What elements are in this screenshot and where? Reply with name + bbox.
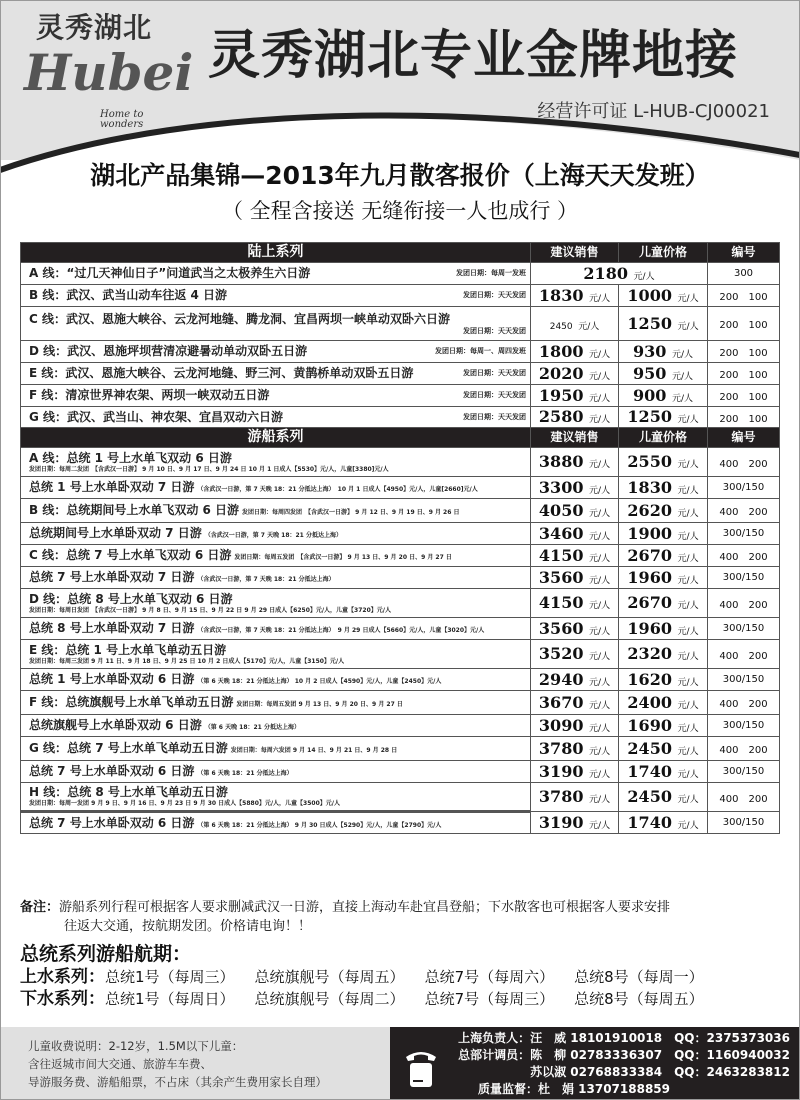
cell-text: 1250 bbox=[627, 407, 672, 427]
price bbox=[531, 640, 619, 669]
table-row bbox=[21, 499, 780, 523]
cell-text: 元/人 bbox=[677, 626, 699, 637]
cell-text: 3460 bbox=[538, 523, 584, 543]
cell-text: 元/人 bbox=[677, 746, 699, 757]
downstream-label: 下水系列： bbox=[20, 989, 105, 1009]
price bbox=[531, 448, 619, 477]
col-price: 建议销售 bbox=[531, 428, 619, 448]
table-row bbox=[21, 783, 780, 812]
cell-text: 元/人 bbox=[677, 531, 699, 542]
table-row bbox=[21, 567, 780, 589]
cell-text: 元/人 bbox=[677, 508, 699, 519]
cell-text: 2940 bbox=[538, 669, 584, 689]
route-name bbox=[21, 640, 531, 669]
table-row bbox=[21, 448, 780, 477]
schedule-item: 总统7号（每周六） bbox=[424, 968, 555, 986]
telephone-icon bbox=[404, 1047, 438, 1089]
code: 400 200 bbox=[708, 545, 780, 567]
logo-tagline: Home to wonders bbox=[100, 109, 144, 130]
cell-text: 2450 bbox=[627, 787, 672, 807]
price bbox=[531, 812, 619, 834]
cell-text: 元/人 bbox=[589, 626, 611, 637]
cell-text: 2450 bbox=[549, 321, 573, 332]
cell-text: 3190 bbox=[538, 812, 584, 832]
code: 200 100 bbox=[708, 307, 780, 341]
cell-text: H 线：总统 8 号上水单飞单动五日游 bbox=[29, 785, 228, 800]
code: 400 200 bbox=[708, 589, 780, 618]
page-title: 湖北产品集锦—2013年九月散客报价（上海天天发班） bbox=[90, 161, 710, 190]
price bbox=[531, 285, 619, 307]
price bbox=[531, 669, 619, 691]
schedule-item: 总统8号（每周五） bbox=[574, 990, 704, 1008]
cell-text: 元/人 bbox=[677, 485, 699, 496]
route-name bbox=[21, 385, 531, 407]
cell-text: 2020 bbox=[538, 363, 584, 383]
cell-text: 2180 bbox=[583, 263, 628, 283]
table-row bbox=[21, 385, 780, 407]
cell-text: 3300 bbox=[538, 477, 584, 497]
cell-text: 元/人 bbox=[589, 553, 611, 564]
table-row bbox=[21, 715, 780, 737]
contact-line: 上海负责人：汪 威 18101910018 QQ：2375373036 bbox=[458, 1031, 790, 1045]
route-note: （第 6 天晚 18：21 分抵达上海） 9 月 30 日成人【5290】元/人，儿童【2790】元/人 bbox=[197, 821, 442, 829]
route-name bbox=[21, 363, 531, 385]
cell-text: 1620 bbox=[627, 669, 672, 689]
child-price bbox=[619, 477, 708, 499]
cell-text: 元/人 bbox=[671, 349, 694, 360]
logo-en: Hubei bbox=[24, 43, 194, 102]
route-name bbox=[21, 589, 531, 618]
route-name bbox=[21, 448, 531, 477]
child-price bbox=[619, 812, 708, 834]
table-row bbox=[21, 363, 780, 385]
price bbox=[531, 691, 619, 715]
table-row bbox=[21, 691, 780, 715]
section-title: 陆上系列 bbox=[21, 243, 531, 263]
table-row bbox=[21, 285, 780, 307]
route-note: 发团日期：每周六发团 9 月 14 日、9 月 21 日、9 月 28 日 bbox=[230, 747, 398, 754]
price bbox=[531, 567, 619, 589]
departure-date: 发团日期：每周一、周四发班 bbox=[435, 347, 526, 355]
code: 200 100 bbox=[708, 385, 780, 407]
schedule-item: 总统旗舰号（每周二） bbox=[254, 990, 405, 1008]
price bbox=[531, 618, 619, 640]
col-code: 编号 bbox=[708, 243, 780, 263]
cell-text: 总统 7 号上水单卧双动 6 日游 bbox=[29, 764, 195, 778]
contact-line: 苏以淑 02768833384 QQ：2463283812 bbox=[530, 1065, 790, 1079]
code: 300/150 bbox=[708, 669, 780, 691]
cell-text: 3560 bbox=[538, 618, 584, 638]
child-price bbox=[619, 545, 708, 567]
table-row bbox=[21, 341, 780, 363]
code: 200 100 bbox=[708, 407, 780, 428]
route-note: （第 6 天晚 18：21 分抵达上海） bbox=[197, 770, 293, 777]
cell-text: A 线：“过几天神仙日子”问道武当之太极养生六日游 bbox=[29, 266, 311, 280]
route-name bbox=[21, 618, 531, 640]
route-note: （含武汉一日游，第 7 天晚 18：21 分抵达上海） 9 月 29 日成人【5660】元/人，儿童【3020】元/人 bbox=[197, 627, 485, 634]
cell-text: 1740 bbox=[627, 761, 672, 781]
cell-text: D 线：总统 8 号上水单飞双动 6 日游 bbox=[29, 591, 233, 606]
cell-text: 元/人 bbox=[589, 700, 611, 711]
cell-text: 总统 7 号上水单卧双动 7 日游 bbox=[29, 570, 195, 584]
header-banner bbox=[0, 0, 800, 160]
cell-text: 2670 bbox=[627, 545, 672, 565]
code: 400 200 bbox=[708, 640, 780, 669]
cell-text: 元/人 bbox=[671, 393, 694, 404]
child-price bbox=[619, 567, 708, 589]
cell-text: 总统期间号上水单卧双动 7 日游 bbox=[29, 526, 202, 540]
code: 300/150 bbox=[708, 618, 780, 640]
departure-date: 发团日期：每周一发班 bbox=[456, 269, 526, 277]
code: 400 200 bbox=[708, 783, 780, 812]
child-price bbox=[619, 761, 708, 783]
cell-text: C 线：总统 7 号上水单飞双动 6 日游 bbox=[29, 548, 232, 562]
price bbox=[531, 761, 619, 783]
cell-text: 元/人 bbox=[589, 795, 611, 806]
child-price bbox=[619, 589, 708, 618]
price bbox=[531, 545, 619, 567]
brand-title: 灵秀湖北专业金牌地接 bbox=[208, 26, 739, 86]
schedule-item: 总统7号（每周三） bbox=[424, 990, 555, 1008]
table-row bbox=[21, 477, 780, 499]
price-table bbox=[20, 242, 780, 834]
cell-text: 元/人 bbox=[633, 271, 655, 282]
contact-panel bbox=[390, 1027, 800, 1100]
cell-text: A 线：总统 1 号上水单飞双动 6 日游 bbox=[29, 450, 232, 465]
cell-text: 元/人 bbox=[677, 575, 699, 586]
cell-text: 3560 bbox=[538, 567, 584, 587]
cell-text: 元/人 bbox=[677, 601, 699, 612]
table-row bbox=[21, 737, 780, 761]
cell-text: 元/人 bbox=[677, 321, 699, 332]
lower-section bbox=[20, 898, 780, 1010]
child-price bbox=[619, 341, 708, 363]
cell-text: 3780 bbox=[538, 787, 584, 807]
cell-text: 3670 bbox=[538, 692, 584, 712]
cell-text: 950 bbox=[632, 363, 667, 383]
route-name bbox=[21, 307, 531, 341]
cell-text: 1830 bbox=[538, 285, 584, 305]
child-price bbox=[619, 307, 708, 341]
cell-text: 2580 bbox=[538, 407, 584, 427]
child-price bbox=[619, 499, 708, 523]
code: 400 200 bbox=[708, 691, 780, 715]
price bbox=[531, 307, 619, 341]
cell-text: 元/人 bbox=[677, 415, 699, 426]
cell-text: 2620 bbox=[627, 500, 672, 520]
cell-text: 元/人 bbox=[589, 415, 611, 426]
route-name bbox=[21, 812, 531, 834]
cell-text: E 线：总统 1 号上水单飞单动五日游 bbox=[29, 642, 227, 657]
route-note: 发团日期：每周二发团 【含武汉一日游】 9 月 10 日、9 月 17 日、9 月 24 日 10 月 1 日成人【5530】元/人，儿童[3380]元/人 bbox=[29, 465, 389, 473]
cell-text: 元/人 bbox=[589, 485, 611, 496]
route-note: （含武汉一日游，第 7 天晚 18：21 分抵达上海） bbox=[197, 576, 335, 583]
cell-text: 1000 bbox=[627, 285, 672, 305]
table-row bbox=[21, 523, 780, 545]
cell-text: 元/人 bbox=[677, 677, 699, 688]
route-name bbox=[21, 499, 531, 523]
cell-text: 元/人 bbox=[677, 769, 699, 780]
remarks bbox=[20, 898, 780, 936]
table-row bbox=[21, 589, 780, 618]
code: 300/150 bbox=[708, 523, 780, 545]
departure-date: 发团日期：天天发团 bbox=[463, 412, 526, 421]
note-line: 导游服务费、游船船票，不占床（其余产生费用家长自理） bbox=[28, 1075, 327, 1089]
price bbox=[531, 737, 619, 761]
cell-text: 元/人 bbox=[677, 652, 699, 663]
code: 300 bbox=[708, 263, 780, 285]
cell-text: 1950 bbox=[538, 385, 584, 405]
code: 300/150 bbox=[708, 567, 780, 589]
cell-text: G 线：总统 7 号上水单飞单动五日游 bbox=[29, 741, 228, 755]
table-row bbox=[21, 669, 780, 691]
cell-text: 元/人 bbox=[677, 553, 699, 564]
child-price bbox=[619, 448, 708, 477]
table-row bbox=[21, 307, 780, 341]
license-number: 经营许可证 L-HUB-CJ00021 bbox=[537, 101, 770, 122]
cell-text: 2670 bbox=[627, 593, 672, 613]
route-name bbox=[21, 263, 531, 285]
cell-text: 4150 bbox=[538, 593, 584, 613]
cell-text: F 线：总统旗舰号上水单飞单动五日游 bbox=[29, 695, 234, 709]
child-price bbox=[619, 363, 708, 385]
code: 200 100 bbox=[708, 285, 780, 307]
price bbox=[531, 477, 619, 499]
child-price bbox=[619, 691, 708, 715]
route-note: （第 6 天晚 18：21 分抵达上海） 10 月 2 日成人【4590】元/人，儿童【2450】元/人 bbox=[197, 678, 442, 685]
departure-date: 发团日期：天天发团 bbox=[463, 369, 526, 377]
remarks-label: 备注： bbox=[20, 900, 60, 915]
route-name bbox=[21, 285, 531, 307]
cell-text: 元/人 bbox=[677, 820, 699, 831]
price bbox=[531, 341, 619, 363]
price bbox=[531, 523, 619, 545]
table-row bbox=[21, 263, 780, 285]
logo-cn: 灵秀湖北 bbox=[36, 11, 153, 44]
child-price bbox=[619, 285, 708, 307]
cell-text: 元/人 bbox=[589, 677, 611, 688]
cell-text: 3090 bbox=[538, 715, 584, 735]
child-price bbox=[619, 737, 708, 761]
upstream-label: 上水系列： bbox=[20, 967, 105, 987]
cell-text: 元/人 bbox=[589, 393, 611, 404]
route-note: 发团日期：每周一发团 9 月 9 日、9 月 16 日、9 月 23 日 9 月 30 日成人【5880】元/人，儿童【3500】元/人 bbox=[29, 800, 340, 808]
code: 300/150 bbox=[708, 715, 780, 737]
cell-text: 元/人 bbox=[677, 700, 699, 711]
cell-text: 930 bbox=[632, 341, 667, 361]
cell-text: B 线：武汉、武当山动车往返 4 日游 bbox=[29, 288, 228, 302]
route-name bbox=[21, 341, 531, 363]
route-note: （第 6 天晚 18：21 分抵达上海） bbox=[204, 724, 300, 731]
cell-text: 元/人 bbox=[589, 723, 611, 734]
page-subtitle: （ 全程含接送 无缝衔接一人也成行 ） bbox=[221, 199, 579, 223]
cell-text: 1960 bbox=[627, 618, 672, 638]
contact-line: 质量监督：杜 娟 13707188859 bbox=[477, 1082, 670, 1096]
section-header bbox=[21, 243, 780, 263]
cell-text: 总统旗舰号上水单卧双动 6 日游 bbox=[29, 718, 202, 732]
child-price bbox=[619, 618, 708, 640]
cell-text: 1800 bbox=[538, 341, 584, 361]
cell-text: 总统 8 号上水单卧双动 7 日游 bbox=[29, 621, 195, 635]
price bbox=[531, 783, 619, 812]
cell-text: C 线：武汉、恩施大峡谷、云龙河地缝、腾龙洞、宜昌两坝一峡单动双卧六日游 bbox=[29, 311, 450, 326]
cell-text: 1740 bbox=[627, 812, 672, 832]
cell-text: 3780 bbox=[538, 738, 584, 758]
cell-text: E 线：武汉、恩施大峡谷、云龙河地缝、野三河、黄鹊桥单动双卧五日游 bbox=[29, 366, 414, 380]
table-row bbox=[21, 761, 780, 783]
table-row bbox=[21, 618, 780, 640]
cell-text: 总统 1 号上水单卧双动 6 日游 bbox=[29, 672, 195, 686]
schedule-item: 总统1号（每周三） bbox=[105, 968, 235, 986]
route-note: 发团日期：每周日发团 【含武汉一日游】 9 月 8 日、9 月 15 日、9 月 22 日 9 月 29 日成人【6250】元/人，儿童【3720】元/人 bbox=[29, 606, 391, 614]
col-code: 编号 bbox=[708, 428, 780, 448]
schedule-title: 总统系列游船航期： bbox=[20, 943, 192, 965]
note-line: 儿童收费说明：2-12岁，1.5M以下儿童： bbox=[28, 1039, 244, 1053]
children-fee-note bbox=[0, 1027, 390, 1100]
child-price bbox=[619, 523, 708, 545]
cell-text: 总统 1 号上水单卧双动 7 日游 bbox=[29, 480, 195, 494]
hubei-logo bbox=[14, 11, 194, 130]
cell-text: 3880 bbox=[538, 452, 584, 472]
cell-text: 元/人 bbox=[677, 723, 699, 734]
cell-text: 1830 bbox=[627, 477, 672, 497]
route-note: （含武汉一日游，第 7 天晚 18：21 分抵达上海） bbox=[204, 532, 342, 539]
code: 400 200 bbox=[708, 499, 780, 523]
cell-text: 2320 bbox=[627, 644, 672, 664]
price bbox=[531, 715, 619, 737]
route-name bbox=[21, 783, 531, 812]
section-title: 游船系列 bbox=[21, 428, 531, 448]
cell-text: 1250 bbox=[627, 313, 672, 333]
col-child: 儿童价格 bbox=[619, 428, 708, 448]
route-name bbox=[21, 523, 531, 545]
route-note: 发团日期：每周五发团 9 月 13 日、9 月 20 日、9 月 27 日 bbox=[236, 701, 403, 708]
cell-text: 元/人 bbox=[677, 293, 699, 304]
cell-text: 2550 bbox=[627, 452, 672, 472]
section-header bbox=[21, 428, 780, 448]
note-line: 含往返城市间大交通、旅游车车费、 bbox=[28, 1057, 212, 1071]
route-note: （含武汉一日游，第 7 天晚 18：21 分抵达上海） 10 月 1 日成人【4950】元/人，儿童[2660]元/人 bbox=[197, 486, 478, 493]
upstream-schedule bbox=[20, 966, 780, 988]
remarks-line1: 游船系列行程可根据客人要求删减武汉一日游，直接上海动车赴宜昌登船；下水散客也可根据客人要求安排 bbox=[59, 900, 671, 915]
price bbox=[531, 363, 619, 385]
price bbox=[531, 589, 619, 618]
contact-line: 总部计调员：陈 柳 02783336307 QQ：1160940032 bbox=[458, 1048, 790, 1062]
cell-text: 元/人 bbox=[589, 575, 611, 586]
cell-text: 3190 bbox=[538, 761, 584, 781]
cell-text: 1960 bbox=[627, 567, 672, 587]
schedule-item: 总统旗舰号（每周五） bbox=[254, 968, 405, 986]
downstream-schedule bbox=[20, 988, 780, 1010]
col-price: 建议销售 bbox=[531, 243, 619, 263]
route-note: 发团日期：每周四发团 【含武汉一日游】 9 月 12 日、9 月 19 日、9 月 26 日 bbox=[242, 509, 460, 516]
child-price bbox=[619, 783, 708, 812]
child-price bbox=[619, 715, 708, 737]
child-price bbox=[619, 640, 708, 669]
route-name bbox=[21, 761, 531, 783]
route-name bbox=[21, 715, 531, 737]
child-price bbox=[619, 385, 708, 407]
route-name bbox=[21, 737, 531, 761]
code: 200 100 bbox=[708, 363, 780, 385]
code: 300/150 bbox=[708, 812, 780, 834]
child-price bbox=[619, 669, 708, 691]
cell-text: 元/人 bbox=[589, 820, 611, 831]
code: 200 100 bbox=[708, 341, 780, 363]
cell-text: 元/人 bbox=[677, 460, 699, 471]
table-row bbox=[21, 640, 780, 669]
cell-text: 2450 bbox=[627, 738, 672, 758]
cell-text: 元/人 bbox=[589, 652, 611, 663]
cell-text: 元/人 bbox=[589, 293, 611, 304]
departure-date: 发团日期：天天发团 bbox=[463, 326, 526, 335]
table-row bbox=[21, 812, 780, 834]
code: 300/150 bbox=[708, 761, 780, 783]
child-price bbox=[619, 407, 708, 428]
cell-text: 2400 bbox=[627, 692, 672, 712]
cell-text: 元/人 bbox=[589, 746, 611, 757]
cell-text: 1900 bbox=[627, 523, 672, 543]
route-name bbox=[21, 669, 531, 691]
price bbox=[531, 407, 619, 428]
route-name bbox=[21, 567, 531, 589]
cell-text: 元/人 bbox=[589, 371, 611, 382]
route-note: 发团日期：每周三发团 9 月 11 日、9 月 18 日、9 月 25 日 10 月 2 日成人【5170】元/人，儿童【3150】元/人 bbox=[29, 657, 345, 665]
code: 300/150 bbox=[708, 477, 780, 499]
price bbox=[531, 499, 619, 523]
cell-text: F 线：清凉世界神农架、两坝一峡双动五日游 bbox=[29, 388, 270, 402]
price-merged bbox=[531, 263, 708, 285]
route-name bbox=[21, 545, 531, 567]
cell-text: 元/人 bbox=[578, 321, 600, 332]
cell-text: 元/人 bbox=[589, 349, 611, 360]
route-note: 发团日期：每周五发团 【含武汉一日游】 9 月 13 日、9 月 20 日、9 月 27 日 bbox=[234, 554, 452, 561]
cell-text: 900 bbox=[632, 385, 667, 405]
cell-text: 元/人 bbox=[589, 601, 611, 612]
route-name bbox=[21, 407, 531, 428]
price bbox=[531, 385, 619, 407]
route-name bbox=[21, 691, 531, 715]
cell-text: 元/人 bbox=[677, 795, 699, 806]
cell-text: 总统 7 号上水单卧双动 6 日游 bbox=[29, 815, 195, 830]
remarks-line2: 往返大交通，按航期发团。价格请电询！！ bbox=[64, 919, 312, 934]
col-child: 儿童价格 bbox=[619, 243, 708, 263]
route-name bbox=[21, 477, 531, 499]
departure-date: 发团日期：天天发团 bbox=[463, 391, 526, 399]
cell-text: 元/人 bbox=[589, 460, 611, 471]
cell-text: 4150 bbox=[538, 545, 584, 565]
cell-text: 4050 bbox=[538, 500, 584, 520]
cell-text: G 线：武汉、武当山、神农架、宜昌双动六日游 bbox=[29, 409, 284, 424]
table-row bbox=[21, 407, 780, 428]
table-row bbox=[21, 545, 780, 567]
schedule-item: 总统8号（每周一） bbox=[574, 968, 704, 986]
cell-text: 元/人 bbox=[589, 769, 611, 780]
code: 400 200 bbox=[708, 737, 780, 761]
cell-text: D 线：武汉、恩施坪坝营清凉避暑动单动双卧五日游 bbox=[29, 344, 308, 358]
cell-text: 元/人 bbox=[671, 371, 694, 382]
code: 400 200 bbox=[708, 448, 780, 477]
cell-text: 元/人 bbox=[589, 531, 611, 542]
cell-text: B 线：总统期间号上水单飞双动 6 日游 bbox=[29, 503, 240, 517]
schedule-item: 总统1号（每周日） bbox=[105, 990, 235, 1008]
cell-text: 元/人 bbox=[589, 508, 611, 519]
departure-date: 发团日期：天天发团 bbox=[463, 291, 526, 299]
cell-text: 3520 bbox=[538, 644, 584, 664]
cell-text: 1690 bbox=[627, 715, 672, 735]
